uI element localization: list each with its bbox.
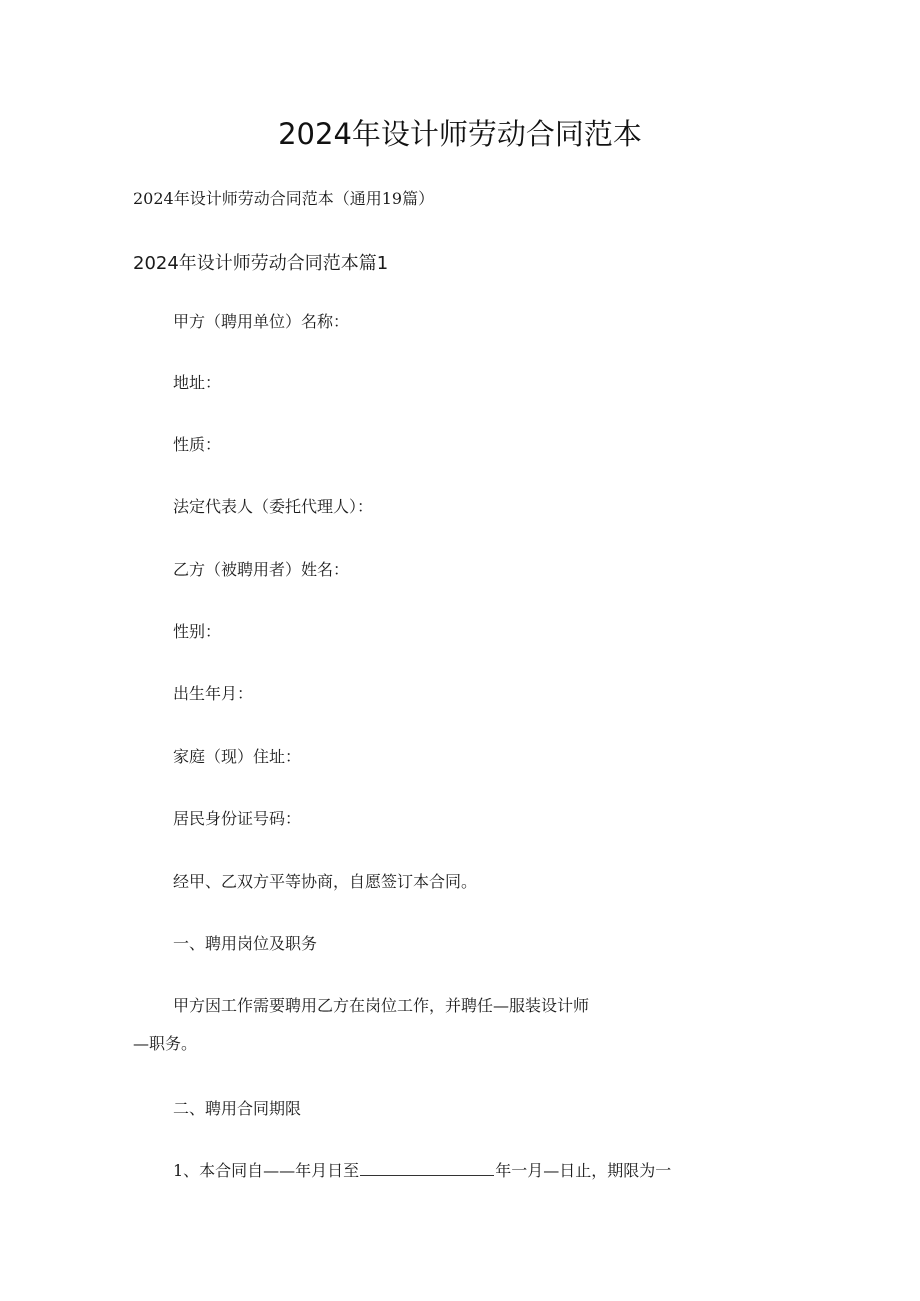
section-heading: 2024年设计师劳动合同范本篇1 [133, 253, 389, 274]
clause1-text-continued: —职务。 [133, 1034, 198, 1053]
field-party-a: 甲方（聘用单位）名称： [173, 312, 350, 331]
field-party-b: 乙方（被聘用者）姓名： [173, 560, 350, 579]
date-blank [360, 1161, 494, 1176]
field-legal-rep: 法定代表人（委托代理人）： [173, 497, 374, 516]
agreement-text: 经甲、乙双方平等协商，自愿签订本合同。 [173, 872, 478, 891]
clause1-text: 甲方因工作需要聘用乙方在岗位工作，并聘任—服装设计师 [173, 996, 590, 1015]
document-subtitle: 2024年设计师劳动合同范本（通用19篇） [133, 189, 435, 208]
clause2-item1-end: 年一月—日止，期限为一 [495, 1161, 672, 1180]
clause2-title: 二、聘用合同期限 [173, 1099, 302, 1118]
clause1-title: 一、聘用岗位及职务 [173, 934, 318, 953]
clause2-item1-start: 1、本合同自——年月日至 [173, 1161, 360, 1180]
field-gender: 性别： [173, 622, 222, 641]
field-home-address: 家庭（现）住址： [173, 747, 302, 766]
field-id-number: 居民身份证号码： [173, 809, 302, 828]
field-nature: 性质： [173, 435, 222, 454]
field-birth: 出生年月： [173, 684, 254, 703]
clause2-item1 [173, 1158, 671, 1181]
field-address: 地址： [173, 373, 222, 392]
document-title: 2024年设计师劳动合同范本 [278, 117, 642, 151]
